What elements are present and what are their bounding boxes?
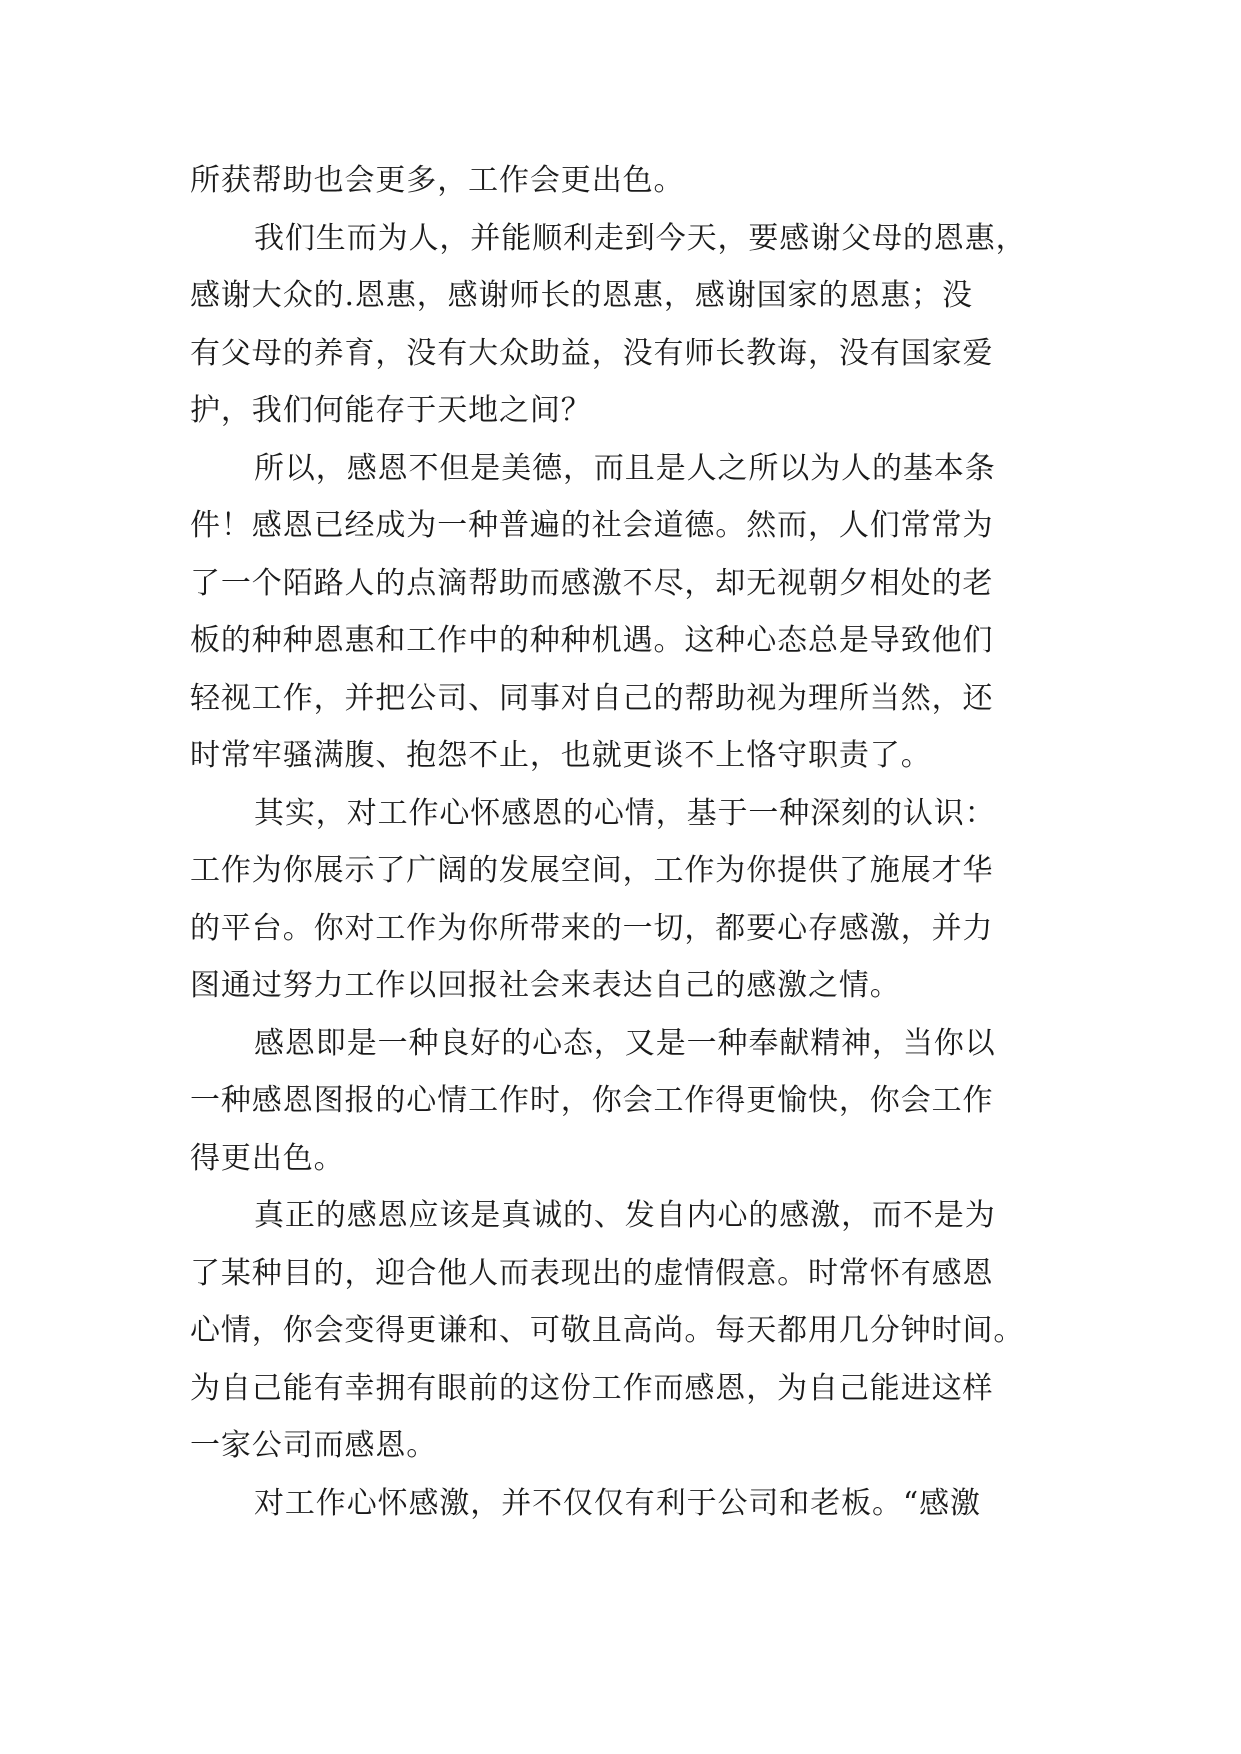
text-line: 的平台。你对工作为你所带来的一切，都要心存感激，并力 xyxy=(190,910,994,946)
text-line: 了一个陌路人的点滴帮助而感激不尽，却无视朝夕相处的老 xyxy=(190,565,994,601)
text-line: 我们生而为人，并能顺利走到今天，要感谢父母的恩惠， xyxy=(254,220,1027,256)
text-line: 其实，对工作心怀感恩的心情，基于一种深刻的认识： xyxy=(254,795,996,831)
text-line: 所以，感恩不但是美德，而且是人之所以为人的基本条 xyxy=(254,450,996,486)
text-line: 为自己能有幸拥有眼前的这份工作而感恩，为自己能进这样 xyxy=(190,1370,994,1406)
text-line: 对工作心怀感激，并不仅仅有利于公司和老板。“感激 xyxy=(254,1485,981,1521)
text-line: 所获帮助也会更多，工作会更出色。 xyxy=(190,163,685,198)
text-line: 感谢大众的.恩惠，感谢师长的恩惠，感谢国家的恩惠；没 xyxy=(190,278,973,313)
text-line: 得更出色。 xyxy=(190,1140,345,1176)
text-line: 时常牢骚满腹、抱怨不止，也就更谈不上恪守职责了。 xyxy=(190,738,932,773)
text-line: 感恩即是一种良好的心态，又是一种奉献精神，当你以 xyxy=(254,1025,996,1061)
text-line: 轻视工作，并把公司、同事对自己的帮助视为理所当然，还 xyxy=(190,680,994,716)
text-line: 板的种种恩惠和工作中的种种机遇。这种心态总是导致他们 xyxy=(190,623,994,658)
text-line: 护，我们何能存于天地之间？ xyxy=(190,393,592,428)
text-line: 了某种目的，迎合他人而表现出的虚情假意。时常怀有感恩 xyxy=(190,1255,994,1291)
text-line: 件！感恩已经成为一种普遍的社会道德。然而，人们常常为 xyxy=(190,508,994,543)
text-line: 真正的感恩应该是真诚的、发自内心的感激，而不是为 xyxy=(254,1198,996,1233)
text-line: 心情，你会变得更谦和、可敬且高尚。每天都用几分钟时间。 xyxy=(190,1313,1025,1348)
text-line: 有父母的养育，没有大众助益，没有师长教诲，没有国家爱 xyxy=(190,335,994,371)
text-line: 一家公司而感恩。 xyxy=(190,1428,438,1463)
text-line: 一种感恩图报的心情工作时，你会工作得更愉快，你会工作 xyxy=(190,1083,994,1118)
body-text xyxy=(190,152,1052,1532)
text-line: 工作为你展示了广阔的发展空间，工作为你提供了施展才华 xyxy=(190,853,994,888)
text-line: 图通过努力工作以回报社会来表达自己的感激之情。 xyxy=(190,968,901,1003)
